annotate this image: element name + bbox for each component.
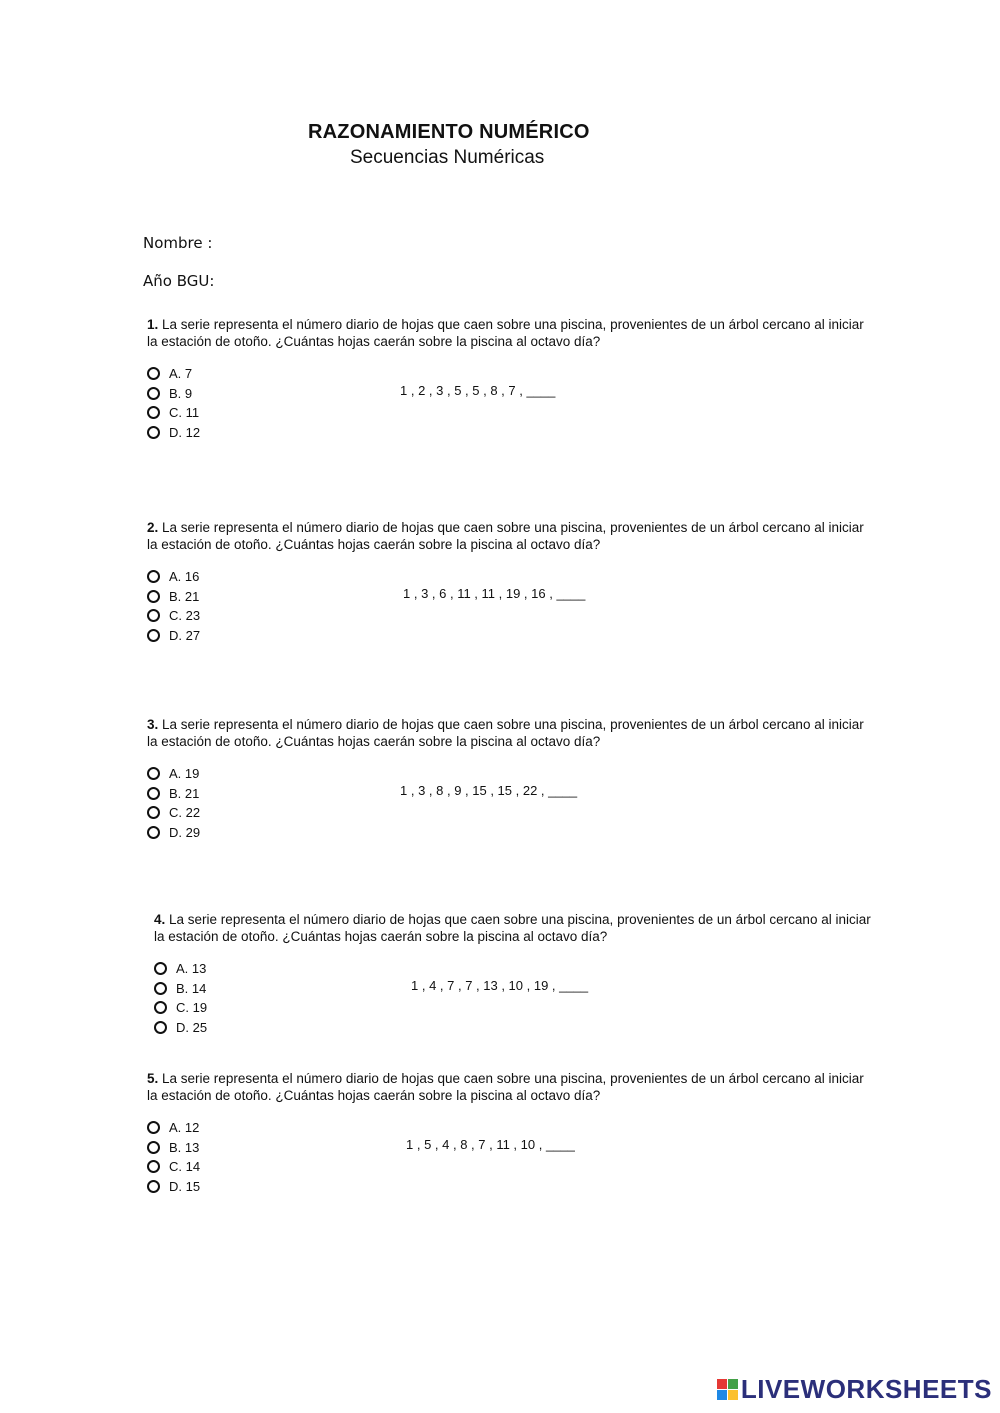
radio-icon[interactable] [147, 1121, 160, 1134]
page-title: RAZONAMIENTO NUMÉRICO [308, 121, 590, 143]
radio-icon[interactable] [154, 962, 167, 975]
question-text [147, 716, 867, 750]
option-b[interactable]: B. 21 [147, 784, 867, 804]
liveworksheets-logo [717, 1374, 992, 1405]
radio-icon[interactable] [147, 387, 160, 400]
option-d[interactable]: D. 15 [147, 1177, 867, 1197]
option-c[interactable]: C. 19 [154, 998, 874, 1018]
option-a[interactable]: A. 12 [147, 1118, 867, 1138]
number-sequence: 1 , 4 , 7 , 7 , 13 , 10 , 19 , ____ [411, 978, 589, 993]
option-c[interactable]: C. 14 [147, 1157, 867, 1177]
question-number: 3. [147, 717, 159, 732]
radio-icon[interactable] [147, 367, 160, 380]
option-b[interactable]: B. 21 [147, 587, 867, 607]
radio-icon[interactable] [147, 406, 160, 419]
number-sequence: 1 , 3 , 6 , 11 , 11 , 19 , 16 , ____ [403, 586, 586, 601]
question-number: 2. [147, 520, 159, 535]
option-b[interactable]: B. 13 [147, 1138, 867, 1158]
radio-icon[interactable] [147, 826, 160, 839]
logo-mark-square [717, 1379, 727, 1389]
logo-mark-square [728, 1390, 738, 1400]
option-a[interactable]: A. 13 [154, 959, 874, 979]
radio-icon[interactable] [147, 609, 160, 622]
radio-icon[interactable] [147, 426, 160, 439]
page-subtitle: Secuencias Numéricas [350, 147, 545, 168]
question-number: 1. [147, 317, 159, 332]
radio-icon[interactable] [147, 629, 160, 642]
option-d[interactable]: D. 12 [147, 423, 867, 443]
question-text [147, 316, 867, 350]
question-number: 4. [154, 912, 166, 927]
radio-icon[interactable] [147, 590, 160, 603]
options-list [147, 567, 867, 647]
number-sequence: 1 , 5 , 4 , 8 , 7 , 11 , 10 , ____ [406, 1137, 575, 1152]
name-field-label: Nombre : [143, 234, 213, 252]
question-body: La serie representa el número diario de hojas que caen sobre una piscina, provenientes de un árbol cercano al iniciar la estación de otoño. ¿Cuántas hojas caerán sobre la piscina al octavo día? [154, 912, 871, 944]
option-d[interactable]: D. 27 [147, 626, 867, 646]
logo-mark-square [728, 1379, 738, 1389]
option-b[interactable]: B. 9 [147, 384, 867, 404]
radio-icon[interactable] [154, 1021, 167, 1034]
question-body: La serie representa el número diario de hojas que caen sobre una piscina, provenientes de un árbol cercano al iniciar la estación de otoño. ¿Cuántas hojas caerán sobre la piscina al octavo día? [147, 317, 864, 349]
question-body: La serie representa el número diario de hojas que caen sobre una piscina, provenientes de un árbol cercano al iniciar la estación de otoño. ¿Cuántas hojas caerán sobre la piscina al octavo día? [147, 520, 864, 552]
option-a[interactable]: A. 16 [147, 567, 867, 587]
question-4 [154, 911, 874, 1039]
question-number: 5. [147, 1071, 159, 1086]
radio-icon[interactable] [147, 767, 160, 780]
radio-icon[interactable] [147, 806, 160, 819]
option-b[interactable]: B. 14 [154, 979, 874, 999]
option-c[interactable]: C. 23 [147, 606, 867, 626]
radio-icon[interactable] [147, 570, 160, 583]
number-sequence: 1 , 2 , 3 , 5 , 5 , 8 , 7 , ____ [400, 383, 556, 398]
question-3 [147, 716, 867, 844]
option-d[interactable]: D. 25 [154, 1018, 874, 1038]
question-5 [147, 1070, 867, 1198]
option-d[interactable]: D. 29 [147, 823, 867, 843]
logo-mark-icon [717, 1379, 738, 1400]
question-body: La serie representa el número diario de hojas que caen sobre una piscina, provenientes de un árbol cercano al iniciar la estación de otoño. ¿Cuántas hojas caerán sobre la piscina al octavo día? [147, 717, 864, 749]
year-field-label: Año BGU: [143, 272, 215, 290]
question-text [147, 519, 867, 553]
option-c[interactable]: C. 22 [147, 803, 867, 823]
options-list [147, 364, 867, 444]
radio-icon[interactable] [154, 982, 167, 995]
logo-text: LIVEWORKSHEETS [740, 1374, 992, 1404]
question-2 [147, 519, 867, 647]
number-sequence: 1 , 3 , 8 , 9 , 15 , 15 , 22 , ____ [400, 783, 578, 798]
radio-icon[interactable] [147, 1141, 160, 1154]
question-text [147, 1070, 867, 1104]
option-c[interactable]: C. 11 [147, 403, 867, 423]
logo-mark-square [717, 1390, 727, 1400]
question-body: La serie representa el número diario de hojas que caen sobre una piscina, provenientes de un árbol cercano al iniciar la estación de otoño. ¿Cuántas hojas caerán sobre la piscina al octavo día? [147, 1071, 864, 1103]
radio-icon[interactable] [147, 1160, 160, 1173]
radio-icon[interactable] [154, 1001, 167, 1014]
question-text [154, 911, 874, 945]
radio-icon[interactable] [147, 1180, 160, 1193]
option-a[interactable]: A. 19 [147, 764, 867, 784]
options-list [147, 764, 867, 844]
question-1 [147, 316, 867, 444]
options-list [147, 1118, 867, 1198]
options-list [154, 959, 874, 1039]
option-a[interactable]: A. 7 [147, 364, 867, 384]
radio-icon[interactable] [147, 787, 160, 800]
